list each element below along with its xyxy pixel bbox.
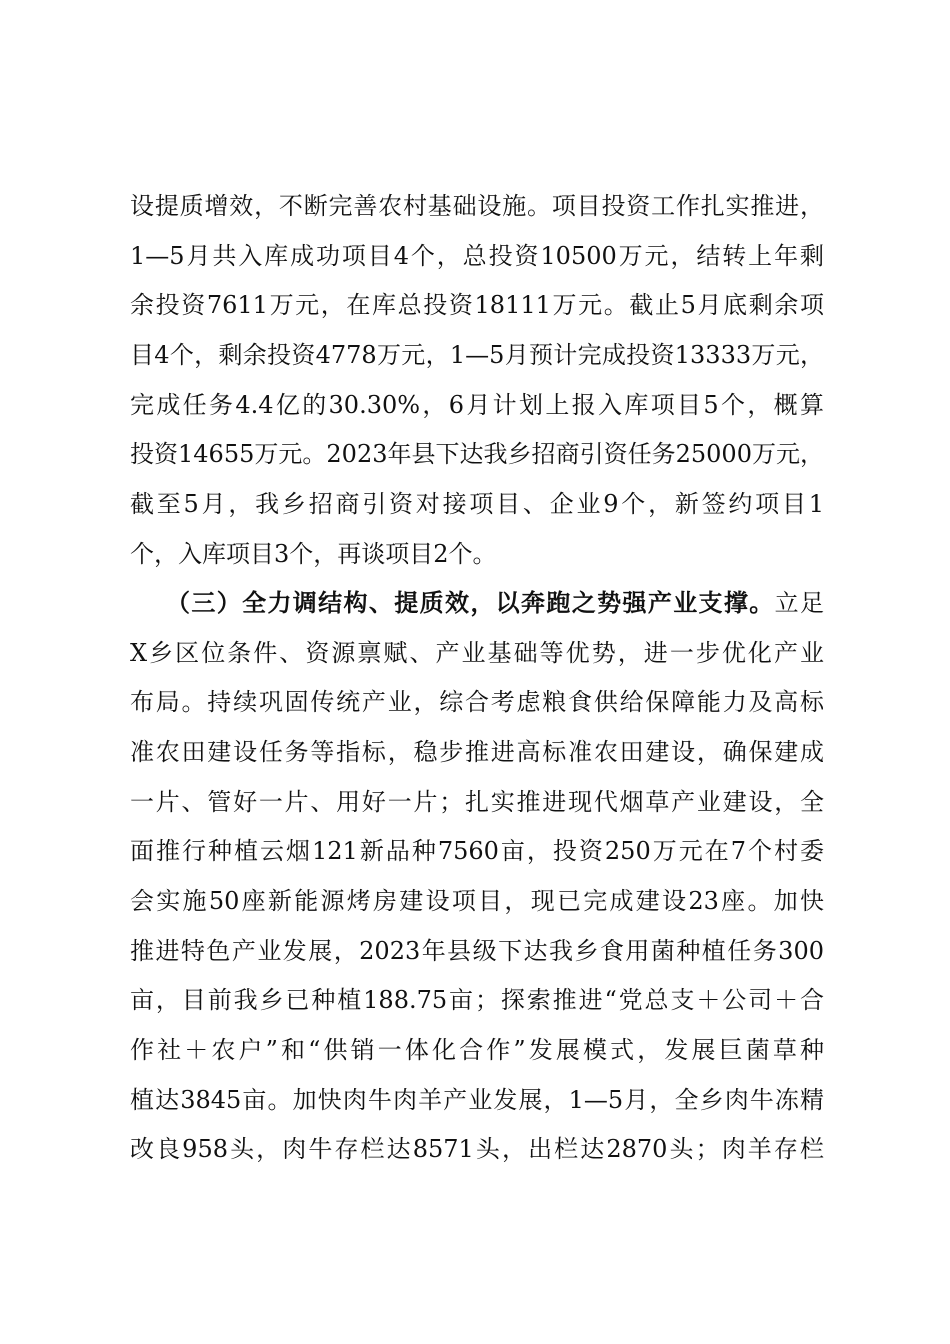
text-line: 布局。持续巩固传统产业，综合考虑粮食供给保障能力及高标 [130,688,824,716]
text-line: 会实施50座新能源烤房建设项目，现已完成建设23座。加快 [130,887,824,915]
heading-line-rest: 立足 [774,589,825,617]
text-line: 个，入库项目3个，再谈项目2个。 [130,540,497,568]
text-line: 余投资7611万元，在库总投资18111万元。截止5月底剩余项 [130,291,824,319]
text-line: 投资14655万元。2023年县下达我乡招商引资任务25000万元， [130,440,824,468]
text-line: 准农田建设任务等指标，稳步推进高标准农田建设，确保建成 [130,738,824,766]
text-line: 作社＋农户”和“供销一体化合作”发展模式，发展巨菌草种 [130,1036,824,1064]
section-heading-line [166,585,824,621]
text-line: 面推行种植云烟121新品种7560亩，投资250万元在7个村委 [130,837,824,865]
text-line: X乡区位条件、资源禀赋、产业基础等优势，进一步优化产业 [130,639,824,667]
text-line: 亩，目前我乡已种植188.75亩；探索推进“党总支＋公司＋合 [130,986,824,1014]
text-line: 改良958头，肉牛存栏达8571头，出栏达2870头；肉羊存栏 [130,1135,824,1163]
text-line: 一片、管好一片、用好一片；扎实推进现代烟草产业建设，全 [130,788,824,816]
text-line: 推进特色产业发展，2023年县级下达我乡食用菌种植任务300 [130,937,824,965]
text-line: 设提质增效，不断完善农村基础设施。项目投资工作扎实推进， [130,192,824,220]
text-line: 完成任务4.4亿的30.30%，6月计划上报入库项目5个，概算 [130,391,824,419]
text-line: 目4个，剩余投资4778万元，1—5月预计完成投资13333万元， [130,341,824,369]
text-line: 植达3845亩。加快肉牛肉羊产业发展，1—5月，全乡肉牛冻精 [130,1086,824,1114]
section-heading: （三）全力调结构、提质效，以奔跑之势强产业支撑。 [166,588,775,617]
text-line: 1—5月共入库成功项目4个，总投资10500万元，结转上年剩 [130,242,824,270]
text-line: 截至5月，我乡招商引资对接项目、企业9个，新签约项目1 [130,490,824,518]
